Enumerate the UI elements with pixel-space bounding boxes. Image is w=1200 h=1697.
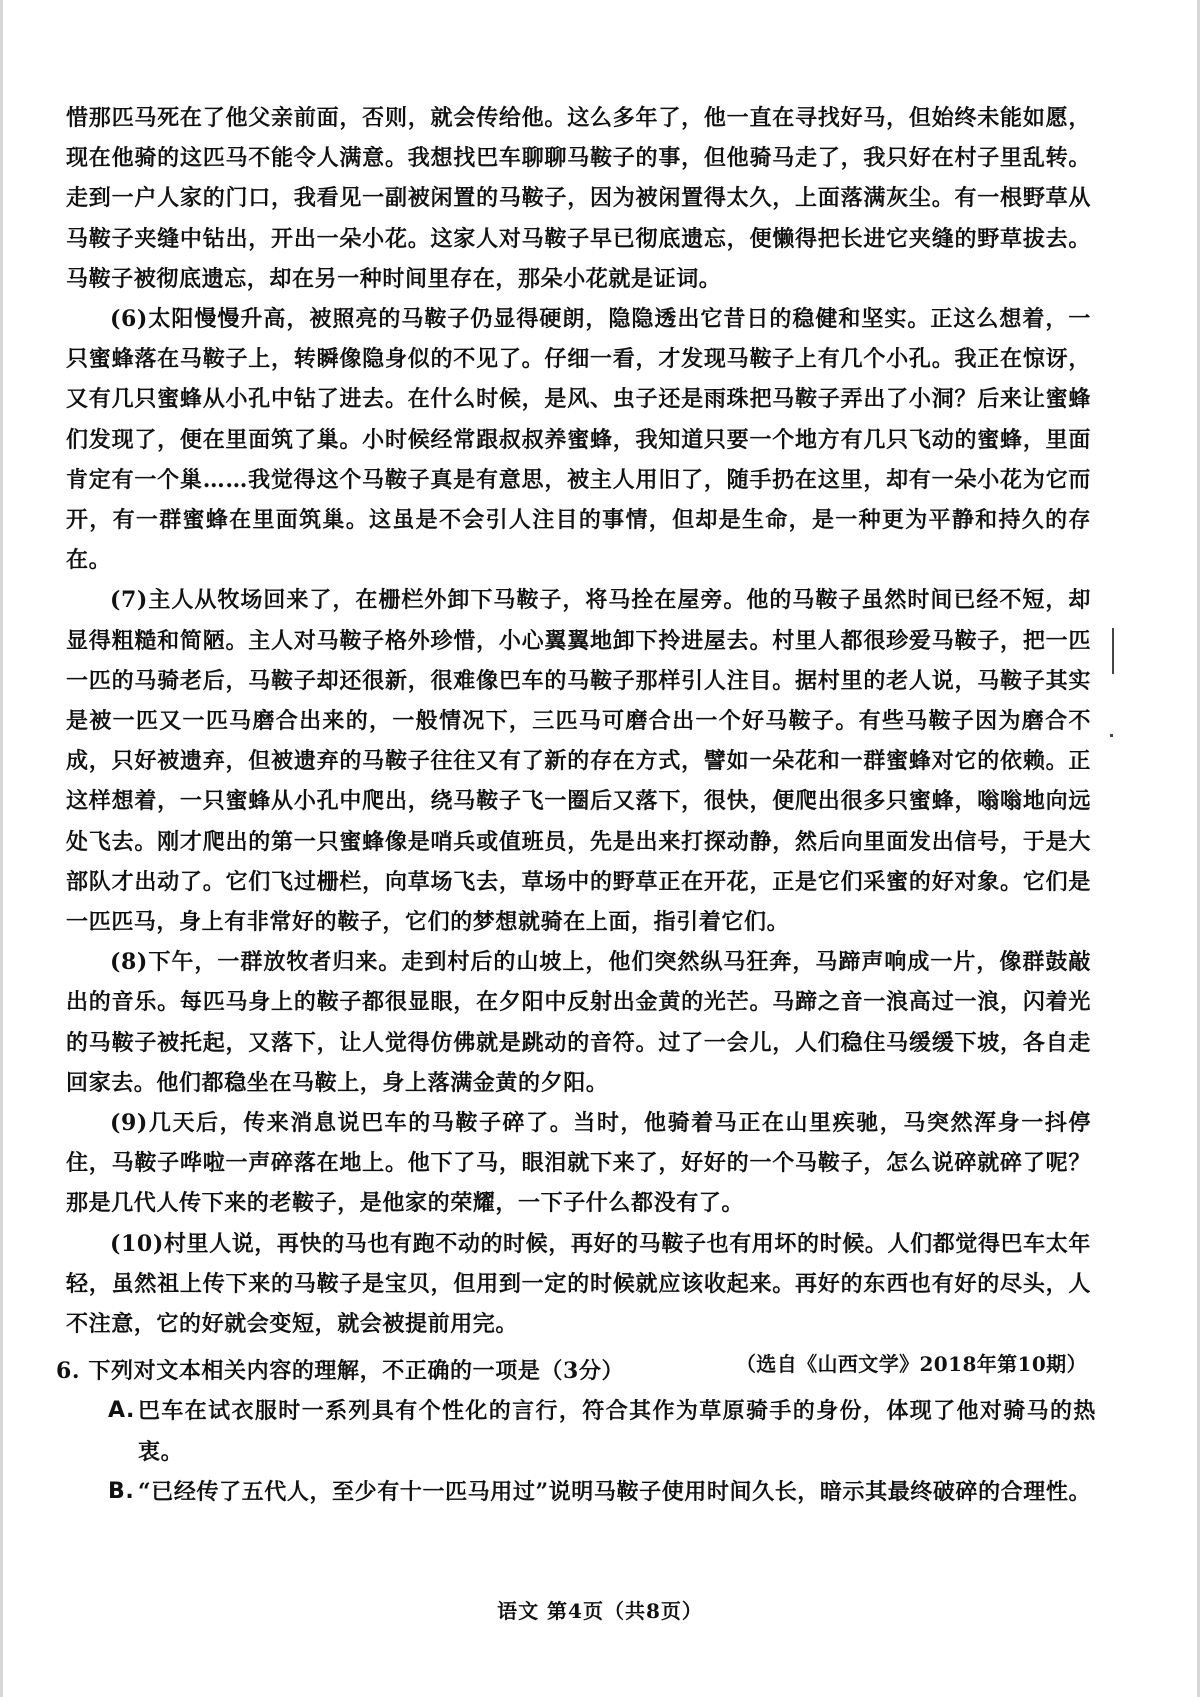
option-b-label: B. [108, 1479, 135, 1504]
margin-scan-mark [1112, 628, 1114, 674]
passage-paragraph: 惜那匹马死在了他父亲前面，否则，就会传给他。这么多年了，他一直在寻找好马，但始终未能如愿，现在他骑的这匹马不能令人满意。我想找巴车聊聊马鞍子的事，但他骑马走了，我只好在村子里乱转。走到一户人家的门口，我看见一副被闲置的马鞍子，因为被闲置得太久，上面落满灰尘。有一根野草从马鞍子夹缝中钻出，开出一朵小花。这家人对马鞍子早已彻底遗忘，便懒得把长进它夹缝的野草拔去。马鞍子被彻底遗忘，却在另一种时间里存在，那朵小花就是证词。 [66, 105, 1091, 292]
question-6 [56, 1351, 1096, 1513]
option-b [56, 1472, 1096, 1513]
passage-paragraph-7: (7)主人从牧场回来了，在栅栏外卸下马鞍子，将马拴在屋旁。他的马鞍子虽然时间已经不短，却显得粗糙和简陋。主人对马鞍子格外珍惜，小心翼翼地卸下拎进屋去。村里人都很珍爱马鞍子，把一匹一匹的马骑老后，马鞍子却还很新，很难像巴车的马鞍子那样引人注目。据村里的老人说，马鞍子其实是被一匹又一匹马磨合出来的，一般情况下，三匹马可磨合出一个好马鞍子。有些马鞍子因为磨合不成，只好被遗弃，但被遗弃的马鞍子往往又有了新的存在方式，譬如一朵花和一群蜜蜂对它的依赖。正这样想着，一只蜜蜂从小孔中爬出，绕马鞍子飞一圈后又落下，很快，便爬出很多只蜜蜂，嗡嗡地向远处飞去。刚才爬出的第一只蜜蜂像是哨兵或值班员，先是出来打探动静，然后向里面发出信号，于是大部队才出动了。它们飞过栅栏，向草场飞去，草场中的野草正在开花，正是它们采蜜的好对象。它们是一匹匹马，身上有非常好的鞍子，它们的梦想就骑在上面，指引着它们。 [66, 587, 1091, 936]
passage-paragraph-6: (6)太阳慢慢升高，被照亮的马鞍子仍显得硬朗，隐隐透出它昔日的稳健和坚实。正这么想着，一只蜜蜂落在马鞍子上，转瞬像隐身似的不见了。仔细一看，才发现马鞍子上有几个小孔。我正在惊讶，又有几只蜜蜂从小孔中钻了进去。在什么时候，是风、虫子还是雨珠把马鞍子弄出了小洞？后来让蜜蜂们发现了，便在里面筑了巢。小时候经常跟叔叔养蜜蜂，我知道只要一个地方有几只飞动的蜜蜂，里面肯定有一个巢……我觉得这个马鞍子真是有意思，被主人用旧了，随手扔在这里，却有一朵小花为它而开，有一群蜜蜂在里面筑巢。这虽是不会引人注目的事情，但却是生命，是一种更为平静和持久的存在。 [66, 306, 1091, 574]
option-a-text: 巴车在试衣服时一系列具有个性化的言行，符合其作为草原骑手的身份，体现了他对骑马的热衷。 [138, 1398, 1096, 1465]
page-footer: 语文 第4页（共8页） [497, 1599, 703, 1623]
margin-scan-dot [1110, 734, 1113, 737]
scan-left-edge [0, 0, 3, 1697]
option-a [56, 1391, 1096, 1472]
option-a-label: A. [108, 1398, 135, 1423]
reading-passage [66, 98, 1091, 1384]
question-stem: 6. 下列对文本相关内容的理解，不正确的一项是（3分） [56, 1358, 625, 1384]
option-b-text: “已经传了五代人，至少有十一匹马用过”说明马鞍子使用时间久长，暗示其最终破碎的合理性。 [138, 1479, 1092, 1505]
passage-paragraph-10: (10)村里人说，再快的马也有跑不动的时候，再好的马鞍子也有用坏的时候。人们都觉得巴车太年轻，虽然祖上传下来的马鞍子是宝贝，但用到一定的时候就应该收起来。再好的东西也有好的尽头，人不注意，它的好就会变短，就会被提前用完。 [66, 1230, 1091, 1338]
passage-paragraph-9: (9)几天后，传来消息说巴车的马鞍子碎了。当时，他骑着马正在山里疾驰，马突然浑身一抖停住，马鞍子哗啦一声碎落在地上。他下了马，眼泪就下来了，好好的一个马鞍子，怎么说碎就碎了呢？那是几代人传下来的老鞍子，是他家的荣耀，一下子什么都没有了。 [66, 1110, 1091, 1217]
passage-source: （选自《山西文学》2018年第10期） [735, 1352, 1087, 1377]
passage-paragraph-8: (8)下午，一群放牧者归来。走到村后的山坡上，他们突然纵马狂奔，马蹄声响成一片，像群鼓敲出的音乐。每匹马身上的鞍子都很显眼，在夕阳中反射出金黄的光芒。马蹄之音一浪高过一浪，闪着光的马鞍子被托起，又落下，让人觉得仿佛就是跳动的音符。过了一会儿，人们稳住马缓缓下坡，各自走回家去。他们都稳坐在马鞍上，身上落满金黄的夕阳。 [66, 949, 1091, 1096]
